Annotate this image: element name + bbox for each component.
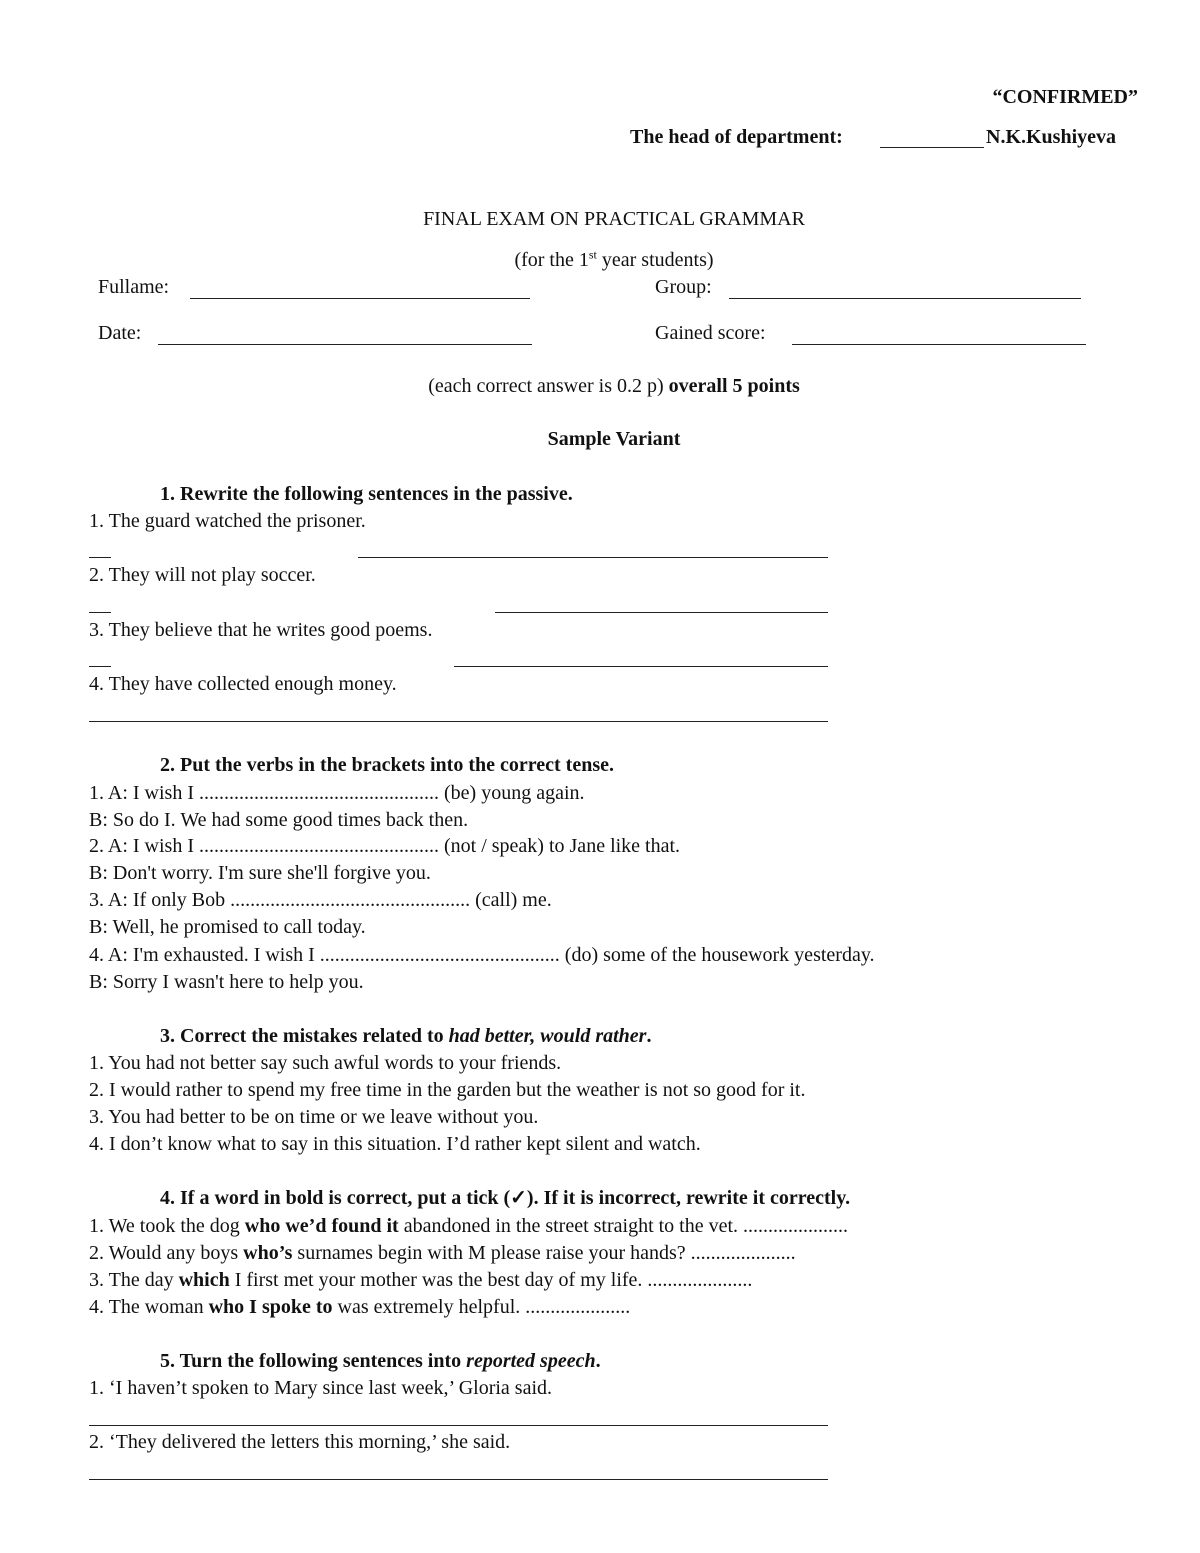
s5-answer-2[interactable] <box>89 1479 828 1480</box>
s5-item-2: 2. ‘They delivered the letters this morning,’ she said. <box>89 1431 511 1453</box>
s4-item-1: 1. We took the dog who we’d found it abandoned in the street straight to the vet. ..................... <box>89 1215 849 1237</box>
s3-line-4: 4. I don’t know what to say in this situation. I’d rather kept silent and watch. <box>89 1133 701 1155</box>
fullname-label: Fullame: <box>98 276 170 298</box>
section-1-heading: 1. Rewrite the following sentences in the passive. <box>160 483 573 505</box>
s3-line-3: 3. You had better to be on time or we leave without you. <box>89 1106 539 1128</box>
group-label: Group: <box>655 276 712 298</box>
score-label: Gained score: <box>655 322 766 344</box>
s3-line-2: 2. I would rather to spend my free time in the garden but the weather is not so good for it. <box>89 1079 806 1101</box>
section-3-heading: 3. Correct the mistakes related to had better, would rather. <box>160 1025 652 1047</box>
s1-answer-2a[interactable] <box>89 612 111 613</box>
s1-item-4: 4. They have collected enough money. <box>89 673 397 695</box>
s4-item-2: 2. Would any boys who’s surnames begin with M please raise your hands? ..................... <box>89 1242 796 1264</box>
group-field[interactable] <box>729 298 1081 299</box>
s2-line-6: B: Well, he promised to call today. <box>89 916 366 938</box>
s5-answer-1[interactable] <box>89 1425 828 1426</box>
variant-title: Sample Variant <box>547 428 681 450</box>
s1-answer-4[interactable] <box>89 721 828 722</box>
s2-line-8: B: Sorry I wasn't here to help you. <box>89 971 364 993</box>
confirmed-stamp: “CONFIRMED” <box>992 86 1138 108</box>
section-5-heading: 5. Turn the following sentences into reported speech. <box>160 1350 601 1372</box>
exam-subtitle: (for the 1st year students) <box>514 247 714 271</box>
section-4-heading: 4. If a word in bold is correct, put a tick (✓). If it is incorrect, rewrite it correctly. <box>160 1187 851 1209</box>
s1-answer-3b[interactable] <box>454 666 828 667</box>
s5-item-1: 1. ‘I haven’t spoken to Mary since last week,’ Gloria said. <box>89 1377 553 1399</box>
section-2-heading: 2. Put the verbs in the brackets into the correct tense. <box>160 754 614 776</box>
s2-line-4: B: Don't worry. I'm sure she'll forgive you. <box>89 862 431 884</box>
s2-line-5: 3. A: If only Bob ................................................ (call) me. <box>89 889 552 911</box>
s1-item-2: 2. They will not play soccer. <box>89 564 316 586</box>
score-field[interactable] <box>792 344 1086 345</box>
s1-answer-1b[interactable] <box>358 557 828 558</box>
date-field[interactable] <box>158 344 532 345</box>
head-of-department <box>630 126 843 149</box>
s1-answer-2b[interactable] <box>495 612 828 613</box>
s4-item-4: 4. The woman who I spoke to was extremely helpful. ..................... <box>89 1296 631 1318</box>
date-label: Date: <box>98 322 142 344</box>
s2-line-7: 4. A: I'm exhausted. I wish I ................................................ (do) some of the housework yesterday. <box>89 944 875 966</box>
s2-line-3: 2. A: I wish I ................................................ (not / speak) to Jane like that. <box>89 835 681 857</box>
s1-answer-3a[interactable] <box>89 666 111 667</box>
s1-item-3: 3. They believe that he writes good poems. <box>89 619 433 641</box>
head-label: The head of department: <box>630 126 843 148</box>
scoring-info: (each correct answer is 0.2 p) overall 5 points <box>428 375 800 397</box>
fullname-field[interactable] <box>190 298 530 299</box>
s2-line-1: 1. A: I wish I ................................................ (be) young again. <box>89 782 585 804</box>
s4-item-3: 3. The day which I first met your mother was the best day of my life. ..................... <box>89 1269 753 1291</box>
s1-item-1: 1. The guard watched the prisoner. <box>89 510 366 532</box>
s3-line-1: 1. You had not better say such awful words to your friends. <box>89 1052 562 1074</box>
head-name: N.K.Kushiyeva <box>986 126 1117 148</box>
s1-answer-1a[interactable] <box>89 557 111 558</box>
signature-line <box>880 147 984 148</box>
exam-title: FINAL EXAM ON PRACTICAL GRAMMAR <box>423 208 805 230</box>
s2-line-2: B: So do I. We had some good times back then. <box>89 809 469 831</box>
